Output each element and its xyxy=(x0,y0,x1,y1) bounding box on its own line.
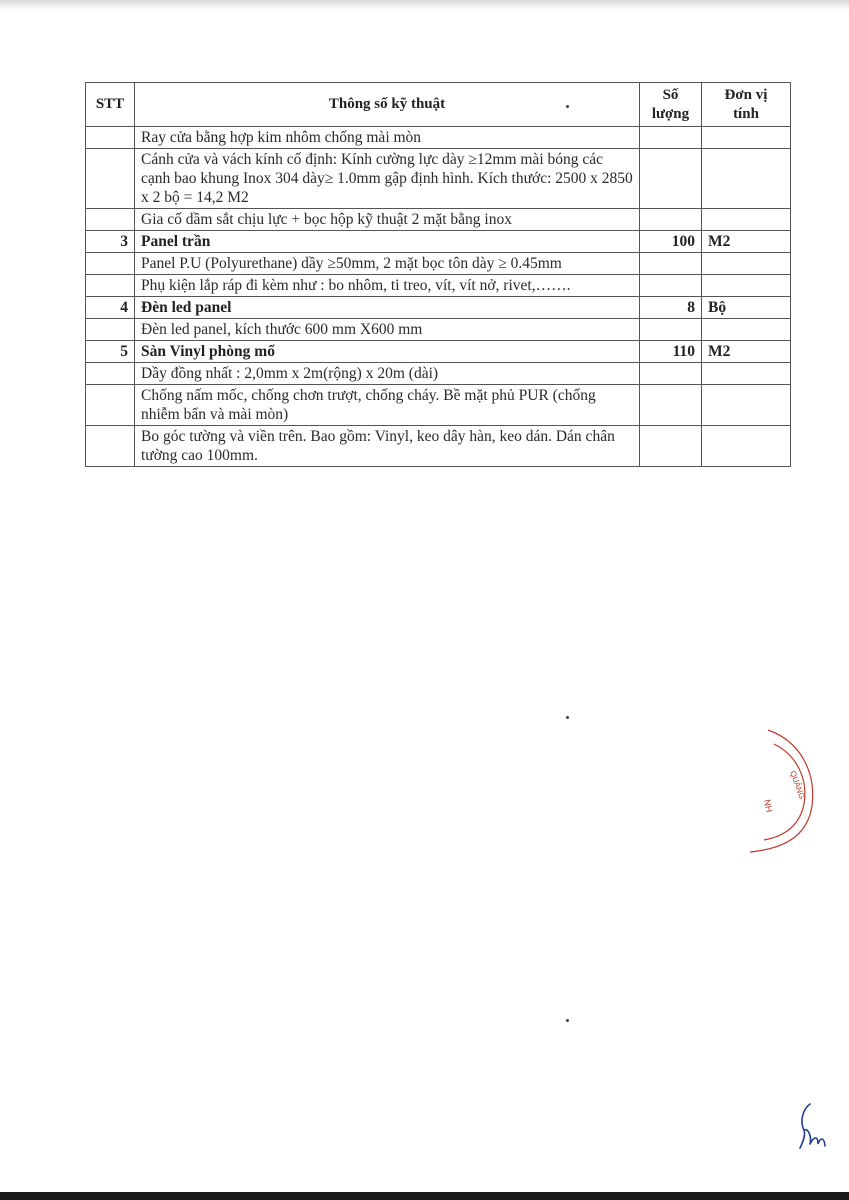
table-row xyxy=(86,149,791,209)
row-qty-cell xyxy=(640,253,702,275)
table-row xyxy=(86,426,791,467)
row-qty-cell xyxy=(640,127,702,149)
row-spec-cell: Dầy đồng nhất : 2,0mm x 2m(rộng) x 20m (dài) xyxy=(135,363,640,385)
row-qty-cell xyxy=(640,426,702,467)
row-qty-cell xyxy=(640,319,702,341)
table-row xyxy=(86,297,791,319)
row-qty-cell xyxy=(640,209,702,231)
row-unit-cell xyxy=(702,127,791,149)
row-spec-cell: Gia cố dầm sắt chịu lực + bọc hộp kỹ thuật 2 mặt bằng inox xyxy=(135,209,640,231)
header-unit-line1: Đơn vị xyxy=(724,86,768,103)
row-stt-cell xyxy=(86,385,135,426)
row-stt-cell: 5 xyxy=(86,341,135,363)
row-unit-cell xyxy=(702,275,791,297)
row-unit-cell xyxy=(702,319,791,341)
table-row xyxy=(86,231,791,253)
row-spec-cell: Sàn Vinyl phòng mổ xyxy=(135,341,640,363)
row-unit-cell: Bộ xyxy=(702,297,791,319)
row-spec-cell: Chống nấm mốc, chống chơn trượt, chống cháy. Bề mặt phủ PUR (chống nhiễm bẩn và mài mòn) xyxy=(135,385,640,426)
row-stt-cell: 4 xyxy=(86,297,135,319)
row-spec-cell: Phụ kiện lắp ráp đi kèm như : bo nhôm, ti treo, vít, vít nở, rivet,……. xyxy=(135,275,640,297)
header-qty-line2: lượng xyxy=(651,105,690,122)
table-header-row xyxy=(86,83,791,127)
row-stt-cell: 3 xyxy=(86,231,135,253)
table-row xyxy=(86,275,791,297)
row-qty-cell: 100 xyxy=(640,231,702,253)
row-spec-cell: Panel trần xyxy=(135,231,640,253)
row-unit-cell xyxy=(702,253,791,275)
row-qty-cell xyxy=(640,275,702,297)
row-unit-cell: M2 xyxy=(702,341,791,363)
scan-speck xyxy=(566,716,569,719)
header-unit xyxy=(702,83,791,127)
row-stt-cell xyxy=(86,319,135,341)
row-spec-cell: Panel P.U (Polyurethane) dầy ≥50mm, 2 mặt bọc tôn dày ≥ 0.45mm xyxy=(135,253,640,275)
table-row xyxy=(86,363,791,385)
row-qty-cell xyxy=(640,363,702,385)
row-spec-cell: Ray cửa bằng hợp kim nhôm chống mài mòn xyxy=(135,127,640,149)
stamp-text-nh: NH xyxy=(762,798,775,814)
scan-speck xyxy=(566,105,569,108)
scan-top-edge xyxy=(0,0,849,10)
header-spec: Thông số kỹ thuật xyxy=(135,83,640,127)
table-body xyxy=(86,127,791,467)
row-unit-cell xyxy=(702,385,791,426)
row-qty-cell xyxy=(640,385,702,426)
row-spec-cell: Bo góc tường và viền trên. Bao gồm: Vinyl, keo dây hàn, keo dán. Dán chân tường cao 100mm. xyxy=(135,426,640,467)
row-qty-cell: 110 xyxy=(640,341,702,363)
row-unit-cell xyxy=(702,426,791,467)
header-qty xyxy=(640,83,702,127)
table-row xyxy=(86,127,791,149)
spec-table xyxy=(85,82,791,467)
table-row xyxy=(86,341,791,363)
row-stt-cell xyxy=(86,127,135,149)
row-stt-cell xyxy=(86,253,135,275)
row-qty-cell: 8 xyxy=(640,297,702,319)
table-row xyxy=(86,253,791,275)
row-stt-cell xyxy=(86,209,135,231)
row-spec-cell: Đèn led panel xyxy=(135,297,640,319)
row-qty-cell xyxy=(640,149,702,209)
row-stt-cell xyxy=(86,363,135,385)
row-stt-cell xyxy=(86,275,135,297)
handwritten-signature xyxy=(796,1100,828,1152)
row-spec-cell: Cánh cửa và vách kính cố định: Kính cường lực dày ≥12mm mài bóng các cạnh bao khung Inox 304 dày≥ 1.0mm gập định hình. Kích thước: 2500 x 2850 x 2 bộ = 14,2 M2 xyxy=(135,149,640,209)
scan-speck xyxy=(566,1019,569,1022)
table-row xyxy=(86,319,791,341)
header-unit-line2: tính xyxy=(733,105,759,122)
row-unit-cell xyxy=(702,363,791,385)
row-stt-cell xyxy=(86,426,135,467)
table-row xyxy=(86,385,791,426)
company-stamp xyxy=(750,722,820,854)
row-unit-cell xyxy=(702,149,791,209)
header-stt: STT xyxy=(86,83,135,127)
stamp-text-quang: QUẢNG xyxy=(788,769,807,801)
row-unit-cell xyxy=(702,209,791,231)
row-stt-cell xyxy=(86,149,135,209)
header-qty-line1: Số xyxy=(662,86,679,103)
table-row xyxy=(86,209,791,231)
row-unit-cell: M2 xyxy=(702,231,791,253)
row-spec-cell: Đèn led panel, kích thước 600 mm X600 mm xyxy=(135,319,640,341)
scan-bottom-edge xyxy=(0,1192,849,1200)
